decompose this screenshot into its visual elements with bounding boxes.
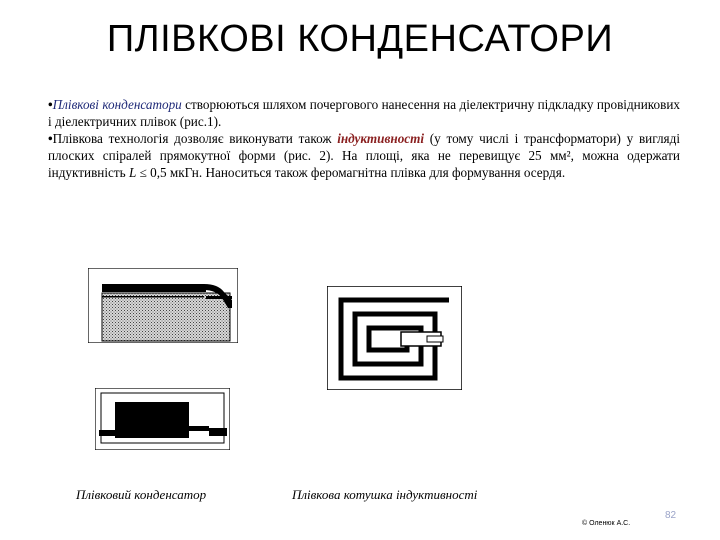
page-number: 82	[665, 510, 677, 521]
paragraph-capacitors	[48, 96, 680, 130]
copyright-footer: © Оленюк А.С.	[582, 520, 631, 527]
paragraph-text: Плівкова технологія дозволяє виконувати також	[52, 131, 338, 146]
bullet: •	[48, 97, 53, 112]
symbol-L: L	[128, 165, 137, 180]
term-inductances: індуктивності	[337, 131, 425, 146]
paragraph-text: (у тому числі і трансформатори) у вигляді плоских спіралей прямокутної форми (рис. 2). На площі, яка не перевищує 25 мм², можна одержати індуктивність	[48, 131, 680, 180]
paragraph-inductors	[48, 130, 680, 181]
paragraph-text: створюються шляхом почергового нанесення на діелектричну підкладку провідникових і діелектричних плівок (рис.1).	[48, 97, 680, 129]
capacitor-top-view-figure	[95, 388, 230, 450]
capacitor-cross-section-figure	[88, 268, 238, 343]
caption-film-inductor: Плівкова котушка індуктивності	[292, 487, 478, 502]
bullet: •	[48, 131, 53, 146]
term-film-capacitors: Плівкові конденсатори	[52, 97, 182, 112]
caption-film-capacitor: Плівковий конденсатор	[76, 487, 207, 502]
body-text	[48, 96, 680, 181]
spiral-inductor-figure	[327, 286, 462, 390]
slide-title: ПЛІВКОВІ КОНДЕНСАТОРИ	[106, 18, 614, 60]
paragraph-text: ≤ 0,5 мкГн. Наноситься також феромагнітна плівка для формування осердя.	[136, 165, 566, 180]
